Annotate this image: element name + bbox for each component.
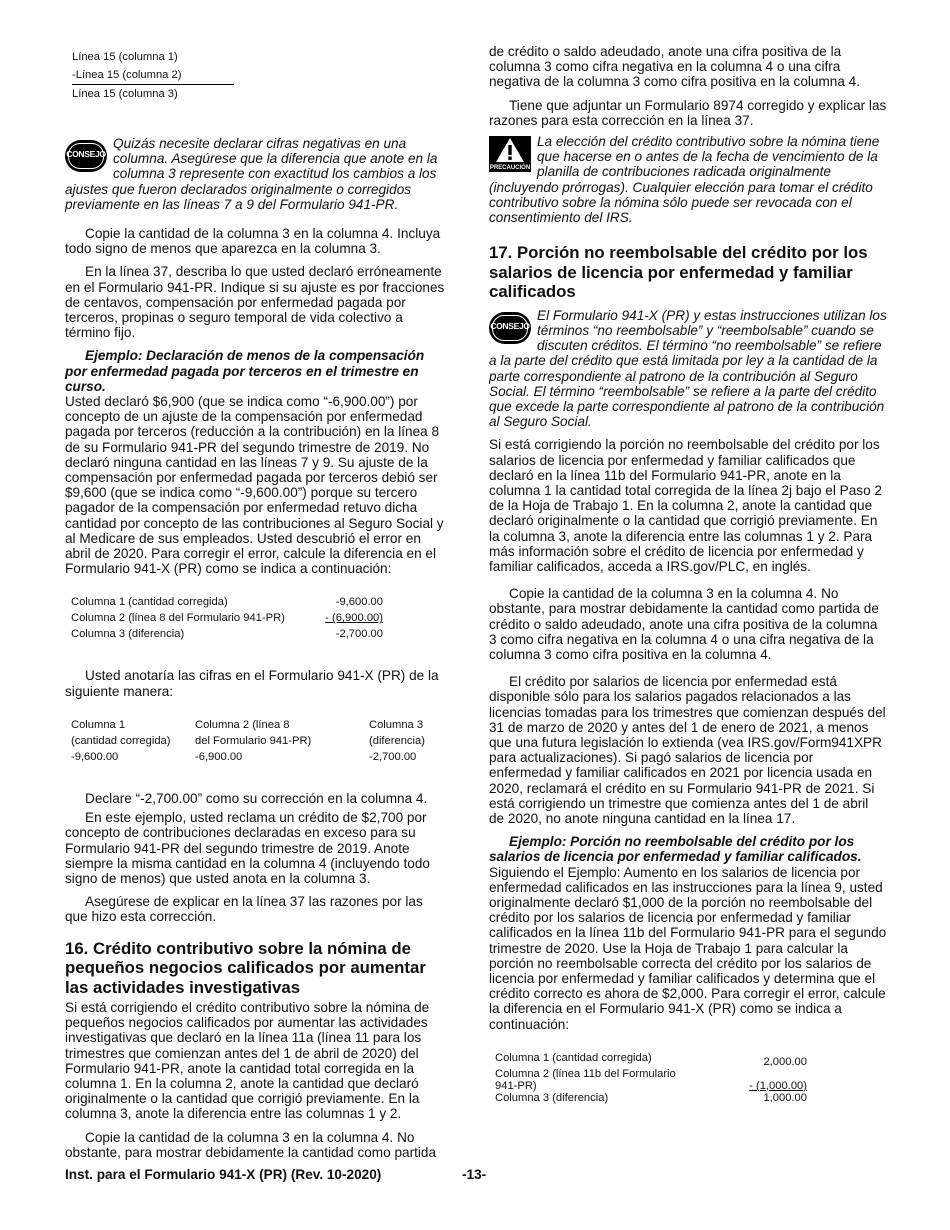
paragraph: En este ejemplo, usted reclama un crédito de $2,700 por concepto de contribuciones declaradas en exceso para su Formulario 941-PR del segundo trimestre de 2019. Anote siempre la misma cantidad en la columna 4 (incluyendo todo signo de menos) que usted anota en la columna 3. xyxy=(65,810,430,886)
calc-line-3: Línea 15 (columna 3) xyxy=(72,88,178,100)
caution-text: La elección del crédito contributivo sobre la nómina tiene que hacerse en o antes de la fecha de vencimiento de la planilla de contribuciones radicada originalmente (incluyendo prórrogas). Cualquier elección para tomar el crédito contributivo sobre la nómina sólo puede ser revocada con el consentimiento del IRS. xyxy=(489,134,880,226)
calc-line-2: -Línea 15 (columna 2) xyxy=(72,66,234,85)
table-row: Columna 1 Columna 2 (línea 8 Columna 3 xyxy=(71,718,424,731)
consejo-icon: CONSEJO xyxy=(65,140,107,172)
table-row: Columna 2 (línea 8 del Formulario 941-PR) - (6,900.00) xyxy=(71,612,383,625)
paragraph: En la línea 37, describa lo que usted declaró erróneamente en el Formulario 941-PR. Indique si su ajuste es por fracciones de centavos, compensación por enfermedad pagada por terceros, propinas o seguro temporal de vida colectivo a término fijo. xyxy=(65,264,445,341)
consejo-icon: CONSEJO xyxy=(489,312,531,344)
paragraph: Copie la cantidad de la columna 3 en la columna 4. No obstante, para mostrar debidamente la cantidad como partida xyxy=(65,1129,437,1160)
tip-box-2 xyxy=(489,308,887,430)
table-row: Columna 3 (diferencia) 1,000.00 xyxy=(495,1091,807,1104)
section-heading-17: 17. Porción no reembolsable del crédito por los salarios de licencia por enfermedad y familiar calificados xyxy=(489,243,868,302)
page-number: -13- xyxy=(462,1167,487,1182)
table-row: Columna 2 (línea 11b del Formulario 941-PR) - (1,000.00) xyxy=(495,1067,807,1092)
table-row: Columna 3 (diferencia) -2,700.00 xyxy=(71,628,383,641)
tip-box-1 xyxy=(65,136,447,212)
table-row: Columna 1 (cantidad corregida) 2,000.00 xyxy=(495,1051,807,1068)
caution-icon: PRECAUCIÓN xyxy=(489,136,531,172)
section-heading-16: 16. Crédito contributivo sobre la nómina de pequeños negocios calificados por aumentar las actividades investigativas xyxy=(65,938,426,997)
example-title: Ejemplo: Declaración de menos de la compensación por enfermedad pagada por terceros en el trimestre en curso. xyxy=(65,348,425,394)
calc-line-1: Línea 15 (columna 1) xyxy=(72,51,178,63)
paragraph: Usted anotaría las cifras en el Formulario 941-X (PR) de la siguiente manera: xyxy=(65,668,439,699)
paragraph: Copie la cantidad de la columna 3 en la columna 4. No obstante, para mostrar debidamente la cantidad como partida de crédito o saldo adeudado, anote una cifra positiva de la columna 3 como cifra negativa en la columna 4 o una cifra negativa de la columna 3 como cifra positiva en la columna 4. xyxy=(489,586,879,662)
example-title: Ejemplo: Porción no reembolsable del crédito por los salarios de licencia por enfermedad y familiar calificados. xyxy=(489,834,862,865)
paragraph: El crédito por salarios de licencia por enfermedad está disponible sólo para los salarios pagados relacionados a las licencias tomadas para los trimestres que comienzan después del 31 de marzo de 2020 y antes del 1 de enero de 2021, a menos que una futura legislación lo extienda (vea IRS.gov/Form941XPR para actualizaciones). Si pagó salarios de licencia por enfermedad y familiar calificados en 2021 por licencia usada en 2020, reclamará el crédito en su Formulario 941-PR de 2021. Si está corrigiendo un trimestre que comienza antes del 1 de abril de 2020, no anote ninguna cantidad en la línea 17. xyxy=(489,674,886,827)
entry-grid xyxy=(71,719,443,767)
paragraph: de crédito o saldo adeudado, anote una cifra positiva de la columna 3 como cifra negativa en la columna 4 o una cifra negativa de la columna 3 como cifra positiva en la columna 4. xyxy=(489,44,861,90)
tip-text: El Formulario 941-X (PR) y estas instrucciones utilizan los términos “no reembolsable” y “reembolsable” cuando se discuten créditos. El término “no reembolsable” se refiere a la parte del crédito que está limitada por ley a la cantidad de la parte correspondiente al patrono de la contribución al Seguro Social. El término “reembolsable” se refiere a la parte del crédito que excede la parte correspondiente al patrono de la contribución al Seguro Social. xyxy=(489,307,887,430)
paragraph: Asegúrese de explicar en la línea 37 las razones por las que hizo esta corrección. xyxy=(65,894,423,925)
paragraph: Declare “-2,700.00” como su corrección en la columna 4. xyxy=(85,790,428,806)
example-body: Usted declaró $6,900 (que se indica como “-6,900.00”) por concepto de un ajuste de la compensación por enfermedad pagada por terceros (reducción a la contribución) en la línea 8 de su Formulario 941-PR del segundo trimestre de 2019. No declaró ninguna cantidad en las líneas 7 y 9. Su ajuste de la compensación por enfermedad pagada por terceros debió ser $9,600 (que se indica como “-9,600.00”) porque su tercero pagador de la compensación por enfermedad retuvo dicha cantidad por concepto de las contribuciones al Seguro Social y al Medicare de sus empleados. Usted descubrió el error en abril de 2020. Para corregir el error, calcule la diferencia en el Formulario 941-X (PR) como se indica a continuación: xyxy=(65,394,444,577)
example-body: Siguiendo el Ejemplo: Aumento en los salarios de licencia por enfermedad calificados en las instrucciones para la línea 9, usted originalmente declaró $1,000 de la porción no reembolsable del crédito por los salarios de licencia por enfermedad y familiar calificados en la línea 11b del Formulario 941-PR para el segundo trimestre de 2020. Use la Hoja de Trabajo 1 para calcular la porción no reembolsable correcta del crédito por los salarios de licencia por enfermedad y familiar calificados y determina que el crédito correcto es ahora de $2,000. Para corregir el error, calcule la diferencia en el Formulario 941-X (PR) como se indica a continuación: xyxy=(489,864,887,1032)
left-column xyxy=(65,136,447,1160)
right-column xyxy=(489,44,887,1108)
table-row: (cantidad corregida) del Formulario 941-PR) (diferencia) xyxy=(71,734,425,747)
paragraph: Tiene que adjuntar un Formulario 8974 corregido y explicar las razones para esta corrección en la línea 37. xyxy=(489,97,887,128)
calc-table-2 xyxy=(495,1052,807,1108)
table-row: -9,600.00 -6,900.00 -2,700.00 xyxy=(71,750,417,763)
top-calculation xyxy=(72,48,234,103)
tip-text: Quizás necesite declarar cifras negativas en una columna. Asegúrese que la diferencia que anote en la columna 3 represente con exactitud los cambios a los ajustes que fueron declarados originalmente o corregidos previamente en las líneas 7 a 9 del Formulario 941-PR. xyxy=(65,136,438,212)
calc-table-1 xyxy=(71,596,383,644)
paragraph: Si está corrigiendo la porción no reembolsable del crédito por los salarios de licencia por enfermedad y familiar calificados que declaró en la línea 11b del Formulario 941-PR, anote en la columna 1 la cantidad total corregida de la línea 2j bajo el Paso 2 de la Hoja de Trabajo 1. En la columna 2, anote la cantidad que declaró originalmente o la cantidad que corrigió previamente. En la columna 3, anote la diferencia entre las columnas 1 y 2. Para más información sobre el crédito de licencia por enfermedad y familiar calificados, acceda a IRS.gov/PLC, en inglés. xyxy=(489,437,882,574)
table-row: Columna 1 (cantidad corregida) -9,600.00 xyxy=(71,596,383,609)
footer-title: Inst. para el Formulario 941-X (PR) (Rev. 10-2020) xyxy=(65,1167,382,1182)
paragraph: Copie la cantidad de la columna 3 en la columna 4. Incluya todo signo de menos que aparezca en la columna 3. xyxy=(65,226,441,257)
paragraph: Si está corrigiendo el crédito contributivo sobre la nómina de pequeños negocios calificados por aumentar las actividades investigativas que declaró en la línea 11a (línea 11 para los trimestres que comienzan antes del 1 de abril de 2020) del Formulario 941-PR, anote la cantidad total corregida en la columna 1. En la columna 2, anote la cantidad que declaró originalmente o la cantidad que corrigió previamente. En la columna 3, anote la diferencia entre las columnas 1 y 2. xyxy=(65,1000,430,1122)
caution-box xyxy=(489,134,887,225)
